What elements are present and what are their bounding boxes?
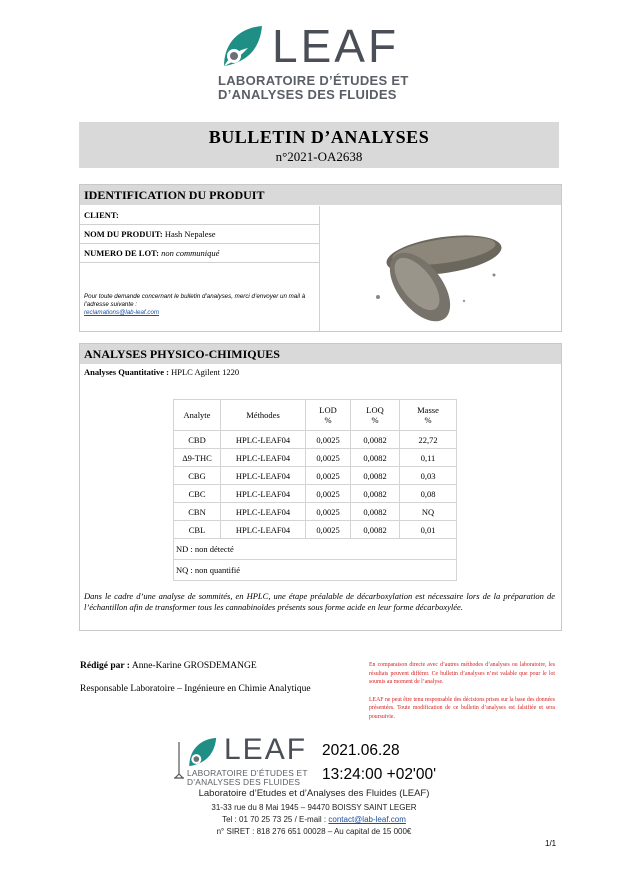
legal-notice: En comparaison directe avec d’autres méthodes d’analyses ou laboratoire, les résultats peuvent différer. Ce bulletin d’analyses n’est valable que pour le lot soumis au moment de l’analyse. LEAF ne peut être tenu responsable des décisions prises sur la base des données présentées. Toute modification de ce bulletin d’analyses est falsifiée et sera poursuivie. (369, 662, 555, 720)
table-row: Δ9-THC HPLC-LEAF04 0,0025 0,0082 0,11 (174, 449, 457, 467)
claims-email-link[interactable]: reclamations@lab-leaf.com (84, 309, 160, 316)
results-table (173, 399, 457, 581)
analyses-heading: ANALYSES PHYSICO-CHIMIQUES (80, 344, 561, 364)
stamp-stand-icon (172, 740, 186, 780)
col-analyte: Analyte (174, 400, 221, 431)
footer-contact: Tel : 01 70 25 73 25 / E-mail : contact@lab-leaf.com (222, 815, 406, 824)
analyses-section (79, 343, 562, 631)
quantitative-method: Analyses Quantitative : HPLC Agilent 1220 (84, 367, 240, 377)
col-loq: LOQ % (351, 400, 400, 431)
bulletin-title: BULLETIN D’ANALYSES (208, 127, 430, 147)
col-methods: Méthodes (221, 400, 306, 431)
author-role: Responsable Laboratoire – Ingénieure en Chimie Analytique (80, 684, 311, 694)
logo-wordmark: LEAF (272, 20, 400, 72)
table-row: CBL HPLC-LEAF04 0,0025 0,0082 0,01 (174, 521, 457, 539)
table-header-row (174, 400, 457, 431)
signature-timestamp: 2021.06.28 13:24:00 +02'00' (322, 742, 437, 783)
identification-fields (80, 206, 319, 263)
col-masse: Masse % (400, 400, 457, 431)
table-row: CBD HPLC-LEAF04 0,0025 0,0082 22,72 (174, 431, 457, 449)
lot-row: NUMERO DE LOT: non communiqué (80, 244, 319, 263)
page-number: 1/1 (545, 839, 557, 848)
client-row: CLIENT: (80, 206, 319, 225)
footer-logo-subtitle: LABORATOIRE D’ÉTUDES ET D’ANALYSES DES FLUIDES (187, 768, 308, 787)
table-row: CBC HPLC-LEAF04 0,0025 0,0082 0,08 (174, 485, 457, 503)
identification-heading: IDENTIFICATION DU PRODUIT (80, 185, 561, 205)
leaf-logo-icon (218, 22, 266, 70)
footer-email-link[interactable]: contact@lab-leaf.com (328, 815, 406, 824)
table-row: CBN HPLC-LEAF04 0,0025 0,0082 NQ (174, 503, 457, 521)
table-note-nd: ND : non détecté (174, 539, 457, 560)
decarboxylation-disclaimer: Dans le cadre d’une analyse de sommités, en HPLC, une étape préalable de décarboxylation est nécessaire lors de la préparation de l’échantillon afin de transformer tous les cannabinoïdes présents sous forme acide en leur forme décarboxylée. (84, 591, 555, 612)
bulletin-title-box (79, 122, 559, 168)
footer-logo-wordmark: LEAF (224, 733, 308, 766)
bulletin-number: n°2021-OA2638 (275, 149, 363, 164)
table-row: CBG HPLC-LEAF04 0,0025 0,0082 0,03 (174, 467, 457, 485)
product-row: NOM DU PRODUIT: Hash Nepalese (80, 225, 319, 244)
table-note-nq: NQ : non quantifié (174, 560, 457, 581)
product-photo (344, 215, 524, 325)
claims-note: Pour toute demande concernant le bulletin d’analyses, merci d’envoyer un mail à l’adresse suivante : reclamations@lab-leaf.com (84, 293, 306, 316)
footer-siret: n° SIRET : 818 276 651 00028 – Au capital de 15 000€ (216, 827, 412, 836)
footer-address: 31-33 rue du 8 Mai 1945 – 94470 BOISSY SAINT LEGER (211, 803, 417, 812)
author-line: Rédigé par : Anne-Karine GROSDEMANGE (80, 661, 257, 671)
logo-subtitle: LABORATOIRE D’ÉTUDES ET D’ANALYSES DES FLUIDES (218, 73, 409, 102)
footer-leaf-logo-icon (185, 735, 219, 769)
identification-section (79, 184, 562, 332)
col-lod: LOD % (306, 400, 351, 431)
footer-lab-name: Laboratoire d’Etudes et d’Analyses des Fluides (LEAF) (198, 788, 430, 799)
